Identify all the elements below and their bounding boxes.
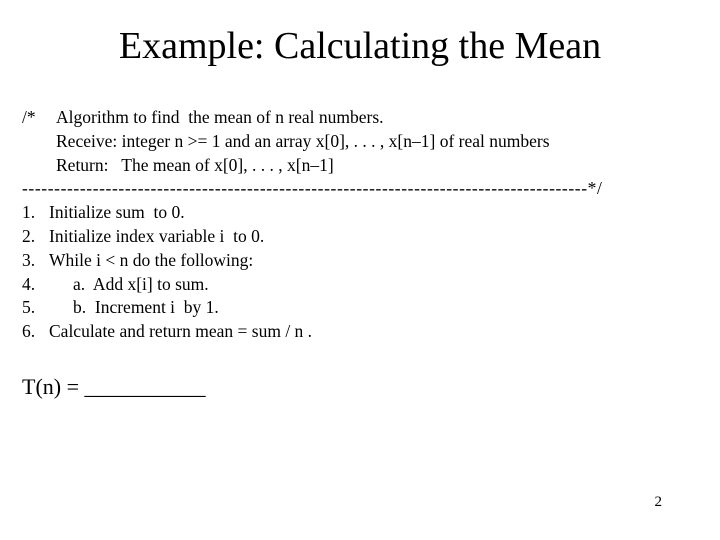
step-number: 4. (22, 273, 36, 294)
comment-header-line-2 (22, 130, 702, 154)
step-number: 6. (22, 321, 36, 342)
step-text: Initialize index variable i to 0. (49, 225, 265, 246)
step-text: a. Add x[i] to sum. (73, 273, 209, 294)
step-number: 1. (22, 202, 36, 223)
slide-title: Example: Calculating the Mean (118, 25, 602, 67)
step-number: 2. (22, 225, 36, 246)
algorithm-block (22, 106, 702, 344)
step-text: Calculate and return mean = sum / n . (49, 321, 313, 342)
header-line-3: Return: The mean of x[0], . . . , x[n–1] (56, 154, 334, 175)
step-6 (22, 320, 702, 344)
step-text: Initialize sum to 0. (49, 202, 185, 223)
step-number: 3. (22, 249, 36, 270)
comment-separator: ----------------------------------------------------------------------------------------*/ (22, 178, 603, 199)
step-3 (22, 249, 702, 273)
header-line-1: Algorithm to find the mean of n real numbers. (56, 107, 384, 127)
step-1 (22, 201, 702, 225)
step-text: b. Increment i by 1. (73, 297, 219, 318)
step-2 (22, 225, 702, 249)
comment-header-line-1 (22, 106, 702, 130)
step-number: 5. (22, 297, 36, 318)
step-4 (22, 273, 702, 297)
comment-open: /* (22, 107, 36, 127)
header-line-2: Receive: integer n >= 1 and an array x[0], . . . , x[n–1] of real numbers (56, 130, 550, 151)
comment-header-line-3 (22, 154, 702, 178)
step-5 (22, 296, 702, 320)
step-text: While i < n do the following: (49, 249, 254, 270)
page-number: 2 (654, 494, 662, 510)
complexity-equation: T(n) = ___________ (22, 374, 206, 399)
